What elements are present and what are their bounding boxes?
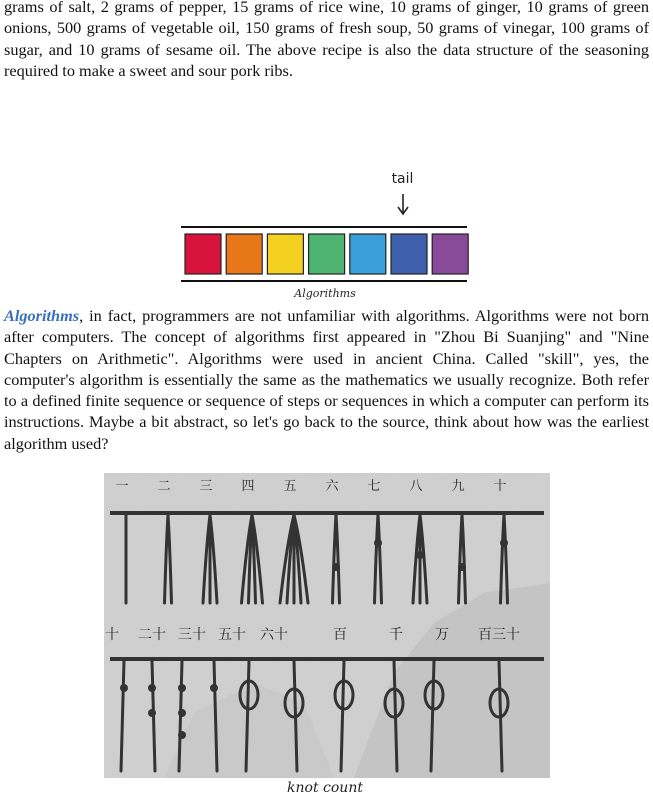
mid-numeral-3: 三十	[178, 627, 206, 643]
array-block-4	[309, 234, 345, 274]
knot	[178, 709, 186, 717]
array-block-5	[350, 234, 386, 274]
knot	[500, 539, 508, 547]
top-numeral-1: 一	[115, 479, 129, 494]
top-numeral-3: 三	[199, 479, 213, 494]
top-numeral-7: 七	[367, 479, 381, 494]
knot-count-illustration	[104, 473, 550, 778]
paragraph-algorithms	[4, 305, 649, 454]
top-numeral-9: 九	[451, 479, 465, 494]
knot	[120, 684, 128, 692]
knot	[332, 563, 340, 571]
array-figure	[177, 222, 471, 286]
top-numeral-10: 十	[493, 479, 507, 494]
knot	[178, 684, 186, 692]
top-numeral-6: 六	[325, 479, 339, 494]
figure-caption-algorithms: Algorithms	[294, 287, 356, 300]
top-numeral-2: 二	[157, 479, 171, 494]
top-numeral-8: 八	[409, 479, 423, 494]
mid-numeral-9: 百三十	[478, 627, 520, 643]
knot	[210, 684, 218, 692]
top-numeral-5: 五	[283, 479, 297, 494]
knot	[148, 684, 156, 692]
array-block-7	[432, 234, 468, 274]
mid-numeral-6: 百	[333, 627, 347, 643]
knot	[416, 551, 424, 559]
highlight-term: Algorithms	[4, 306, 80, 325]
knot	[374, 539, 382, 547]
down-arrow-icon	[395, 193, 411, 217]
array-block-1	[185, 234, 221, 274]
mid-numeral-8: 万	[435, 627, 449, 643]
paragraph-body: , in fact, programmers are not unfamiliar with algorithms. Algorithms were not born after computers. The concept of algorithms first appeared in "Zhou Bi Suanjing" and "Nine Chapters on Arithmetic". Algorithms were used in ancient China. Called "skill", yes, the computer's algorithm is essentially the same as the mathematics we usually recognize. Both refer to a defined finite sequence or sequence of steps or sequences in which a computer can perform its instructions. Maybe a bit abstract, so let's go back to the source, think about how was the earliest algorithm used?	[4, 306, 649, 453]
mid-numeral-5: 六十	[260, 627, 288, 643]
array-block-3	[267, 234, 303, 274]
paragraph-recipe: grams of salt, 2 grams of pepper, 15 grams of rice wine, 10 grams of ginger, 10 grams of green onions, 500 grams of vegetable oil, 150 grams of fresh soup, 50 grams of vinegar, 100 grams of sugar, and 10 grams of sesame oil. The above recipe is also the data structure of the seasoning required to make a sweet and sour pork ribs.	[4, 0, 649, 80]
knot	[148, 709, 156, 717]
mid-numeral-2: 二十	[138, 627, 166, 643]
array-block-6	[391, 234, 427, 274]
mid-numeral-1: 十	[105, 627, 119, 643]
array-block-2	[226, 234, 262, 274]
tail-label: tail	[391, 171, 414, 187]
knot	[178, 731, 186, 739]
mid-numeral-7: 千	[389, 627, 403, 643]
figure-caption-knot-count: knot count	[287, 780, 363, 796]
knot	[458, 563, 466, 571]
top-numeral-4: 四	[241, 479, 255, 494]
mid-numeral-4: 五十	[218, 627, 246, 643]
